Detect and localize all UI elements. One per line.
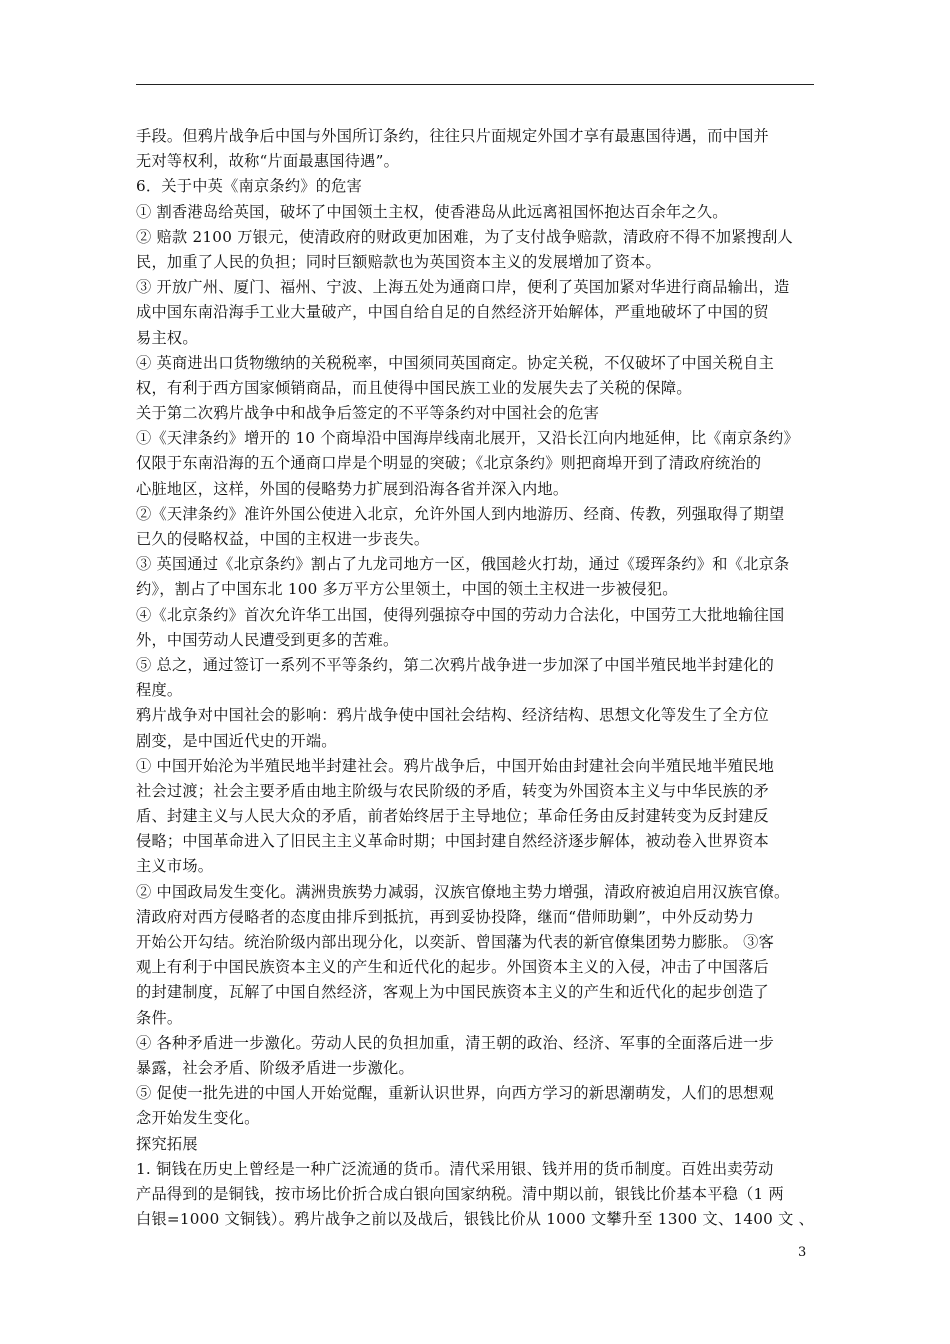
- text-line: 社会过渡；社会主要矛盾由地主阶级与农民阶级的矛盾，转变为外国资本主义与中华民族的矛: [136, 781, 769, 800]
- text-line: 手段。但鸦片战争后中国与外国所订条约，往往只片面规定外国才享有最惠国待遇，而中国并: [136, 127, 769, 145]
- text-line: 成中国东南沿海手工业大量破产，中国自给自足的自然经济开始解体，严重地破坏了中国的贸: [136, 303, 769, 322]
- section-heading: 6．关于中英《南京条约》的危害: [136, 177, 363, 196]
- text-line: 清政府对西方侵略者的态度由排斥到抵抗，再到妥协投降，继而“借师助剿”，中外反动势力: [136, 907, 755, 926]
- text-line: 暴露，社会矛盾、阶级矛盾进一步激化。: [136, 1058, 414, 1077]
- text-line: ⑤ 总之，通过签订一系列不平等条约，第二次鸦片战争进一步加深了中国半殖民地半封建化的: [136, 655, 775, 674]
- text-line: 已久的侵略权益，中国的主权进一步丧失。: [136, 530, 430, 548]
- text-line: 权，有利于西方国家倾销商品，而且使得中国民族工业的发展失去了关税的保障。: [136, 378, 692, 397]
- text-line: ⑤ 促使一批先进的中国人开始觉醒，重新认识世界，向西方学习的新思潮萌发，人们的思想观: [136, 1084, 775, 1103]
- text-line: 无对等权利，故称“片面最惠国待遇”。: [136, 152, 400, 171]
- text-line: 侵略；中国革命进入了旧民主主义革命时期；中国封建自然经济逐步解体，被动卷入世界资本: [136, 832, 769, 851]
- text-line: 剧变，是中国近代史的开端。: [136, 731, 337, 750]
- text-line: 民，加重了人民的负担；同时巨额赔款也为英国资本主义的发展增加了资本。: [136, 252, 661, 271]
- text-line: 主义市场。: [136, 857, 214, 876]
- document-body: [136, 124, 826, 1232]
- page-number: 3: [798, 1245, 807, 1260]
- text-line: ④《北京条约》首次允许华工出国，使得列强掠夺中国的劳动力合法化，中国劳工大批地输往国: [136, 605, 785, 624]
- text-line: ③ 开放广州、厦门、福州、宁波、上海五处为通商口岸，便利了英国加紧对华进行商品输出，造: [136, 278, 790, 297]
- text-line: 的封建制度，瓦解了中国自然经济，客观上为中国民族资本主义的产生和近代化的起步创造了: [136, 983, 769, 1002]
- section-heading: 鸦片战争对中国社会的影响：鸦片战争使中国社会结构、经济结构、思想文化等发生了全方位: [136, 706, 769, 725]
- text-line: 1. 铜钱在历史上曾经是一种广泛流通的货币。清代采用银、钱并用的货币制度。百姓出卖劳动: [136, 1159, 774, 1178]
- header-rule: [136, 84, 814, 85]
- text-line: ④ 各种矛盾进一步激化。劳动人民的负担加重，清王朝的政治、经济、军事的全面落后进一步: [136, 1033, 775, 1052]
- text-line: ①《天津条约》增开的 10 个商埠沿中国海岸线南北展开，又沿长江向内地延伸，比《南京条约》: [136, 429, 799, 448]
- section-heading: 关于第二次鸦片战争中和战争后签定的不平等条约对中国社会的危害: [136, 404, 600, 423]
- text-line: ① 割香港岛给英国，破坏了中国领土主权，使香港岛从此远离祖国怀抱达百余年之久。: [136, 202, 728, 221]
- text-line: 观上有利于中国民族资本主义的产生和近代化的起步。外国资本主义的入侵，冲击了中国落后: [136, 958, 769, 977]
- text-line: 程度。: [136, 681, 183, 700]
- text-line: ② 赔款 2100 万银元，使清政府的财政更加困难，为了支付战争赔款，清政府不得不加紧搜刮人: [136, 227, 793, 246]
- text-line: 仅限于东南沿海的五个通商口岸是个明显的突破；《北京条约》则把商埠开到了清政府统治的: [136, 454, 762, 473]
- text-line: 产品得到的是铜钱，按市场比价折合成白银向国家纳税。清中期以前，银钱比价基本平稳（1 两: [136, 1184, 784, 1203]
- text-line: 念开始发生变化。: [136, 1109, 260, 1128]
- text-line: 开始公开勾结。统治阶级内部出现分化，以奕訢、曾国藩为代表的新官僚集团势力膨胀。 ③客: [136, 933, 775, 951]
- text-line: 外，中国劳动人民遭受到更多的苦难。: [136, 630, 399, 649]
- text-line: 白银=1000 文铜钱）。鸦片战争之前以及战后，银钱比价从 1000 文攀升至 1300 文、1400 文 、: [136, 1210, 815, 1229]
- text-line: 条件。: [136, 1008, 183, 1027]
- text-line: ②《天津条约》准许外国公使进入北京，允许外国人到内地游历、经商、传教，列强取得了期望: [136, 504, 785, 523]
- text-line: 约》，割占了中国东北 100 多万平方公里领土，中国的领土主权进一步被侵犯。: [136, 580, 678, 599]
- text-line: ② 中国政局发生变化。满洲贵族势力减弱，汉族官僚地主势力增强，清政府被迫启用汉族官僚。: [136, 882, 790, 901]
- text-line: ③ 英国通过《北京条约》割占了九龙司地方一区，俄国趁火打劫，通过《瑷珲条约》和《北京条: [136, 555, 790, 574]
- text-line: 易主权。: [136, 328, 198, 347]
- text-line: 心脏地区，这样，外国的侵略势力扩展到沿海各省并深入内地。: [136, 479, 569, 498]
- section-heading: 探究拓展: [136, 1134, 198, 1153]
- text-line: 盾、封建主义与人民大众的矛盾，前者始终居于主导地位；革命任务由反封建转变为反封建反: [136, 807, 769, 826]
- text-line: ④ 英商进出口货物缴纳的关税税率，中国须同英国商定。协定关税，不仅破坏了中国关税自主: [136, 353, 775, 372]
- text-line: ① 中国开始沦为半殖民地半封建社会。鸦片战争后，中国开始由封建社会向半殖民地半殖民地: [136, 756, 775, 775]
